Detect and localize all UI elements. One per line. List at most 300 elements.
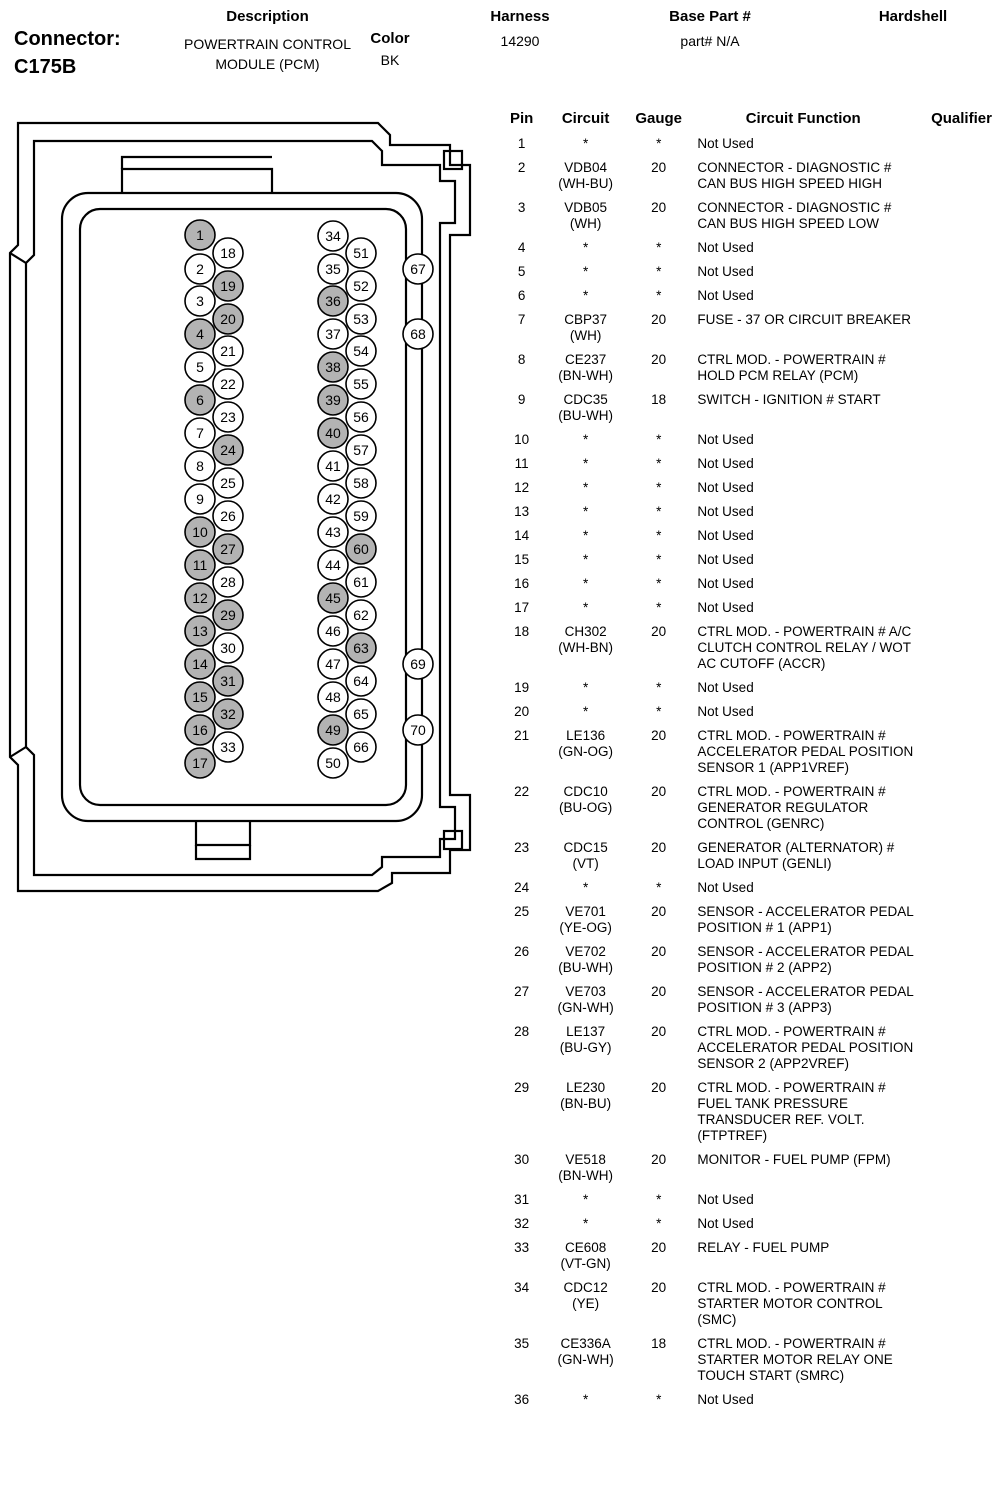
cell-qualifier — [917, 350, 1006, 390]
cell-gauge: * — [656, 480, 662, 495]
cell-gauge: 20 — [651, 784, 667, 799]
pin-number-label: 25 — [220, 475, 236, 491]
connector-pin — [403, 319, 433, 349]
pin-table — [500, 110, 1006, 1414]
cell-gauge: 20 — [651, 624, 667, 639]
pin-number-label: 21 — [220, 343, 236, 359]
base-part-label: Base Part # — [669, 8, 751, 25]
cell-qualifier — [917, 678, 1006, 702]
circuit-wire-color: (BU-OG) — [558, 800, 613, 815]
pin-number-label: 45 — [325, 590, 341, 606]
cell-qualifier — [917, 454, 1006, 478]
pin-number-label: 15 — [192, 689, 208, 705]
table-row — [500, 1278, 1006, 1334]
cell-function: Not Used — [697, 240, 754, 255]
cell-function: CONNECTOR - DIAGNOSTIC # CAN BUS HIGH SPEED LOW — [697, 200, 892, 231]
circuit-wire-color: (WH) — [569, 216, 602, 231]
circuit-code: CH302 — [564, 624, 607, 639]
cell-function: Not Used — [697, 288, 754, 303]
pin-number-label: 46 — [325, 623, 341, 639]
pin-number-label: 29 — [220, 607, 236, 623]
pin-number-label: 19 — [220, 278, 236, 294]
connector-pin — [346, 666, 376, 696]
cell-circuit — [543, 702, 628, 726]
pin-number-label: 24 — [220, 442, 236, 458]
table-row — [500, 390, 1006, 430]
pin-number-label: 49 — [325, 722, 341, 738]
circuit-code: VE703 — [565, 984, 606, 999]
table-row — [500, 1214, 1006, 1238]
table-row — [500, 286, 1006, 310]
cell-qualifier — [917, 550, 1006, 574]
color-label: Color — [370, 30, 410, 47]
cell-circuit — [543, 1334, 628, 1390]
table-row — [500, 454, 1006, 478]
connector-pin — [213, 600, 243, 630]
circuit-wire-color: (VT-GN) — [560, 1256, 611, 1271]
cell-function: SENSOR - ACCELERATOR PEDAL POSITION # 1 (APP1) — [697, 904, 914, 935]
cell-pin: 27 — [514, 984, 530, 999]
connector-pin — [185, 286, 215, 316]
circuit-code: VE518 — [565, 1152, 606, 1167]
connector-pin — [213, 435, 243, 465]
circuit-code: CE336A — [560, 1336, 611, 1351]
table-header-row — [500, 110, 1006, 134]
cell-pin: 24 — [514, 880, 530, 895]
pin-number-label: 48 — [325, 689, 341, 705]
pin-number-label: 4 — [196, 326, 204, 342]
connector-pin — [318, 221, 348, 251]
connector-pin — [213, 369, 243, 399]
cell-circuit — [543, 310, 628, 350]
table-row — [500, 134, 1006, 158]
pin-number-label: 8 — [196, 458, 204, 474]
circuit-wire-color: (GN-OG) — [558, 744, 613, 759]
circuit-wire-color: (BU-WH) — [558, 960, 613, 975]
table-body — [500, 134, 1006, 1414]
cell-qualifier — [917, 702, 1006, 726]
cell-pin: 18 — [514, 624, 530, 639]
cell-function: Not Used — [697, 880, 754, 895]
table-row — [500, 1390, 1006, 1414]
cell-pin: 23 — [514, 840, 530, 855]
connector-pin — [213, 633, 243, 663]
circuit-wire-color: (YE) — [572, 1296, 600, 1311]
cell-pin: 2 — [517, 160, 526, 175]
pin-number-label: 56 — [353, 409, 369, 425]
pin-number-label: 67 — [410, 261, 426, 277]
cell-function: RELAY - FUEL PUMP — [697, 1240, 830, 1255]
cell-circuit — [543, 286, 628, 310]
cell-qualifier — [917, 238, 1006, 262]
cell-gauge: * — [656, 456, 662, 471]
cell-function: Not Used — [697, 456, 754, 471]
cell-circuit — [543, 526, 628, 550]
cell-pin: 32 — [514, 1216, 530, 1231]
connector-pin — [213, 402, 243, 432]
pin-number-label: 47 — [325, 656, 341, 672]
connector-pin — [346, 238, 376, 268]
cell-gauge: * — [656, 504, 662, 519]
connector-pin — [213, 534, 243, 564]
pin-number-label: 61 — [353, 574, 369, 590]
connector-pin — [185, 254, 215, 284]
cell-gauge: 18 — [651, 1336, 667, 1351]
table-row — [500, 878, 1006, 902]
cell-function: Not Used — [697, 600, 754, 615]
cell-circuit — [543, 1214, 628, 1238]
cell-gauge: 20 — [651, 1280, 667, 1295]
pin-number-label: 57 — [353, 442, 369, 458]
cell-gauge: * — [656, 600, 662, 615]
pin-number-label: 13 — [192, 623, 208, 639]
pin-number-label: 2 — [196, 261, 204, 277]
cell-circuit — [543, 262, 628, 286]
cell-pin: 28 — [514, 1024, 530, 1039]
cell-pin: 25 — [514, 904, 530, 919]
connector-pin — [185, 319, 215, 349]
connector-pin — [346, 402, 376, 432]
cell-pin: 4 — [517, 240, 526, 255]
cell-circuit — [543, 598, 628, 622]
cell-function: CTRL MOD. - POWERTRAIN # GENERATOR REGULATOR CONTROL (GENRC) — [697, 784, 886, 831]
cell-pin: 13 — [514, 504, 530, 519]
connector-pin — [213, 501, 243, 531]
pin-number-label: 5 — [196, 359, 204, 375]
harness-label: Harness — [490, 8, 550, 25]
connector-pin — [318, 254, 348, 284]
circuit-code: * — [582, 1392, 589, 1407]
cell-pin: 20 — [514, 704, 530, 719]
pin-number-label: 12 — [192, 590, 208, 606]
connector-pin — [213, 304, 243, 334]
cell-circuit — [543, 902, 628, 942]
connector-pin — [346, 304, 376, 334]
cell-qualifier — [917, 286, 1006, 310]
circuit-code: * — [582, 456, 589, 471]
connector-pin — [318, 385, 348, 415]
cell-qualifier — [917, 526, 1006, 550]
pin-number-label: 55 — [353, 376, 369, 392]
connector-pin — [318, 352, 348, 382]
circuit-code: * — [582, 136, 589, 151]
header-qualifier: Qualifier — [931, 110, 992, 127]
cell-function: Not Used — [697, 680, 754, 695]
connector-pin — [185, 649, 215, 679]
cell-qualifier — [917, 1022, 1006, 1078]
cell-qualifier — [917, 982, 1006, 1022]
cell-pin: 21 — [514, 728, 530, 743]
cell-gauge: * — [656, 576, 662, 591]
connector-pin — [213, 238, 243, 268]
circuit-code: LE137 — [566, 1024, 606, 1039]
cell-pin: 34 — [514, 1280, 530, 1295]
connector-outline-svg — [0, 105, 500, 905]
table-row — [500, 350, 1006, 390]
cell-pin: 17 — [514, 600, 530, 615]
connector-pin — [213, 468, 243, 498]
pin-number-label: 60 — [353, 541, 369, 557]
color-value: BK — [380, 52, 400, 68]
pin-number-label: 54 — [353, 343, 369, 359]
connector-pin — [346, 468, 376, 498]
connector-pin — [318, 715, 348, 745]
pin-number-label: 33 — [220, 739, 236, 755]
cell-pin: 15 — [514, 552, 530, 567]
table-row — [500, 726, 1006, 782]
connector-pin — [213, 732, 243, 762]
table-row — [500, 158, 1006, 198]
cell-circuit — [543, 134, 628, 158]
header-function: Circuit Function — [745, 110, 861, 127]
pin-number-label: 11 — [192, 557, 208, 573]
pin-number-label: 34 — [325, 228, 341, 244]
cell-function: SENSOR - ACCELERATOR PEDAL POSITION # 2 (APP2) — [697, 944, 914, 975]
circuit-code: CE237 — [564, 352, 607, 367]
circuit-wire-color: (YE-OG) — [559, 920, 612, 935]
cell-circuit — [543, 878, 628, 902]
cell-qualifier — [917, 310, 1006, 350]
cell-qualifier — [917, 1278, 1006, 1334]
pin-number-label: 9 — [196, 491, 204, 507]
cell-circuit — [543, 350, 628, 390]
circuit-code: CDC10 — [563, 784, 608, 799]
connector-pin — [346, 435, 376, 465]
cell-pin: 3 — [517, 200, 526, 215]
connector-pin — [185, 583, 215, 613]
cell-pin: 8 — [517, 352, 526, 367]
cell-circuit — [543, 454, 628, 478]
cell-function: CTRL MOD. - POWERTRAIN # A/C CLUTCH CONTROL RELAY / WOT AC CUTOFF (ACCR) — [697, 624, 912, 671]
table-row — [500, 1150, 1006, 1190]
table-row — [500, 550, 1006, 574]
pin-number-label: 35 — [325, 261, 341, 277]
cell-gauge: 20 — [651, 1024, 667, 1039]
cell-function: GENERATOR (ALTERNATOR) # LOAD INPUT (GENLI) — [697, 840, 895, 871]
pin-number-label: 59 — [353, 508, 369, 524]
cell-qualifier — [917, 726, 1006, 782]
cell-function: Not Used — [697, 1392, 754, 1407]
cell-pin: 30 — [514, 1152, 530, 1167]
cell-function: SWITCH - IGNITION # START — [697, 392, 881, 407]
cell-qualifier — [917, 622, 1006, 678]
cell-function: CTRL MOD. - POWERTRAIN # HOLD PCM RELAY (PCM) — [697, 352, 886, 383]
connector-pin — [318, 682, 348, 712]
connector-pin — [213, 699, 243, 729]
connector-pin — [318, 748, 348, 778]
pin-number-label: 32 — [220, 706, 236, 722]
connector-pin — [185, 616, 215, 646]
cell-circuit — [543, 158, 628, 198]
connector-pin — [346, 732, 376, 762]
circuit-code: LE230 — [566, 1080, 606, 1095]
circuit-code: * — [582, 504, 589, 519]
cell-circuit — [543, 574, 628, 598]
description-value: POWERTRAIN CONTROL MODULE (PCM) — [184, 36, 351, 72]
cell-circuit — [543, 1278, 628, 1334]
pin-number-label: 62 — [353, 607, 369, 623]
pin-number-label: 65 — [353, 706, 369, 722]
connector-pin — [185, 748, 215, 778]
circuit-code: * — [582, 264, 589, 279]
circuit-code: CBP37 — [564, 312, 607, 327]
header-gauge: Gauge — [635, 110, 683, 127]
header-circuit: Circuit — [561, 110, 610, 127]
cell-pin: 12 — [514, 480, 530, 495]
cell-qualifier — [917, 598, 1006, 622]
cell-pin: 22 — [514, 784, 530, 799]
table-row — [500, 982, 1006, 1022]
cell-qualifier — [917, 1214, 1006, 1238]
circuit-code: CDC12 — [563, 1280, 608, 1295]
cell-function: FUSE - 37 OR CIRCUIT BREAKER — [697, 312, 911, 327]
pin-number-label: 58 — [353, 475, 369, 491]
cell-function: MONITOR - FUEL PUMP (FPM) — [697, 1152, 891, 1167]
cell-qualifier — [917, 1190, 1006, 1214]
cell-qualifier — [917, 390, 1006, 430]
connector-pin — [213, 271, 243, 301]
cell-qualifier — [917, 1334, 1006, 1390]
cell-gauge: * — [656, 680, 662, 695]
cell-gauge: * — [656, 552, 662, 567]
harness-value: 14290 — [500, 33, 540, 49]
circuit-wire-color: (WH-BN) — [558, 640, 613, 655]
circuit-code: * — [582, 680, 589, 695]
connector-pin — [346, 534, 376, 564]
circuit-wire-color: (BN-WH) — [558, 368, 613, 383]
pin-number-label: 53 — [353, 311, 369, 327]
circuit-wire-color: (GN-WH) — [557, 1352, 614, 1367]
cell-circuit — [543, 550, 628, 574]
circuit-code: VE702 — [565, 944, 606, 959]
connector-diagram — [0, 105, 500, 905]
connector-pin — [213, 666, 243, 696]
circuit-code: * — [582, 880, 589, 895]
pin-number-label: 3 — [196, 293, 204, 309]
connector-pin — [346, 369, 376, 399]
circuit-code: VDB05 — [564, 200, 607, 215]
pin-number-label: 22 — [220, 376, 236, 392]
pin-number-label: 43 — [325, 524, 341, 540]
connector-pin — [185, 220, 215, 250]
table-row — [500, 942, 1006, 982]
connector-pin — [318, 484, 348, 514]
cell-function: Not Used — [697, 552, 754, 567]
pin-number-label: 70 — [410, 722, 426, 738]
pin-number-label: 69 — [410, 656, 426, 672]
table-row — [500, 1334, 1006, 1390]
cell-circuit — [543, 1238, 628, 1278]
circuit-wire-color: (WH) — [569, 328, 602, 343]
cell-gauge: 20 — [651, 200, 667, 215]
pin-number-label: 50 — [325, 755, 341, 771]
cell-gauge: * — [656, 136, 662, 151]
connector-label: Connector: — [14, 28, 121, 50]
table-row — [500, 478, 1006, 502]
cell-pin: 16 — [514, 576, 530, 591]
cell-function: Not Used — [697, 1216, 754, 1231]
circuit-code: * — [582, 576, 589, 591]
cell-function: CTRL MOD. - POWERTRAIN # STARTER MOTOR CONTROL (SMC) — [697, 1280, 886, 1327]
cell-qualifier — [917, 1238, 1006, 1278]
cell-pin: 11 — [514, 456, 529, 471]
cell-gauge: 20 — [651, 904, 667, 919]
table-row — [500, 310, 1006, 350]
cell-pin: 10 — [514, 432, 530, 447]
pin-number-label: 39 — [325, 392, 341, 408]
circuit-code: * — [582, 704, 589, 719]
table-row — [500, 598, 1006, 622]
connector-pin — [346, 699, 376, 729]
cell-function: Not Used — [697, 1192, 754, 1207]
cell-circuit — [543, 1150, 628, 1190]
cell-function: Not Used — [697, 576, 754, 591]
pin-number-label: 66 — [353, 739, 369, 755]
cell-function: Not Used — [697, 528, 754, 543]
circuit-code: LE136 — [566, 728, 606, 743]
pin-number-label: 20 — [220, 311, 236, 327]
cell-pin: 35 — [514, 1336, 530, 1351]
connector-pin — [318, 286, 348, 316]
cell-qualifier — [917, 942, 1006, 982]
connector-pin — [185, 517, 215, 547]
hardshell-label: Hardshell — [878, 8, 948, 25]
connector-pin — [346, 271, 376, 301]
cell-qualifier — [917, 782, 1006, 838]
circuit-wire-color: (GN-WH) — [557, 1000, 614, 1015]
cell-circuit — [543, 478, 628, 502]
cell-qualifier — [917, 502, 1006, 526]
circuit-wire-color: (BU-WH) — [558, 408, 613, 423]
connector-pin — [346, 501, 376, 531]
cell-gauge: * — [656, 880, 662, 895]
cell-qualifier — [917, 1150, 1006, 1190]
header — [0, 0, 1006, 105]
connector-pin — [318, 583, 348, 613]
cell-circuit — [543, 982, 628, 1022]
circuit-code: * — [582, 288, 589, 303]
pin-number-label: 64 — [353, 673, 369, 689]
cell-function: CTRL MOD. - POWERTRAIN # ACCELERATOR PEDAL POSITION SENSOR 2 (APP2VREF) — [697, 1024, 914, 1071]
table-row — [500, 702, 1006, 726]
connector-pin — [185, 715, 215, 745]
cell-circuit — [543, 238, 628, 262]
circuit-code: * — [582, 552, 589, 567]
cell-circuit — [543, 502, 628, 526]
circuit-code: * — [582, 432, 589, 447]
circuit-code: * — [582, 528, 589, 543]
cell-pin: 9 — [517, 392, 526, 407]
pin-number-label: 1 — [196, 227, 204, 243]
pin-number-label: 31 — [220, 673, 236, 689]
connector-pin — [185, 352, 215, 382]
cell-function: Not Used — [697, 432, 754, 447]
pin-number-label: 41 — [325, 458, 341, 474]
cell-qualifier — [917, 878, 1006, 902]
circuit-code: CE608 — [564, 1240, 607, 1255]
circuit-code: * — [582, 240, 589, 255]
cell-circuit — [543, 1078, 628, 1150]
circuit-wire-color: (BN-BU) — [560, 1096, 612, 1111]
table-row — [500, 238, 1006, 262]
connector-pin — [346, 567, 376, 597]
cell-qualifier — [917, 262, 1006, 286]
cell-circuit — [543, 838, 628, 878]
cell-circuit — [543, 678, 628, 702]
connector-pin — [403, 254, 433, 284]
cell-gauge: 18 — [651, 392, 667, 407]
pin-number-label: 17 — [192, 755, 208, 771]
